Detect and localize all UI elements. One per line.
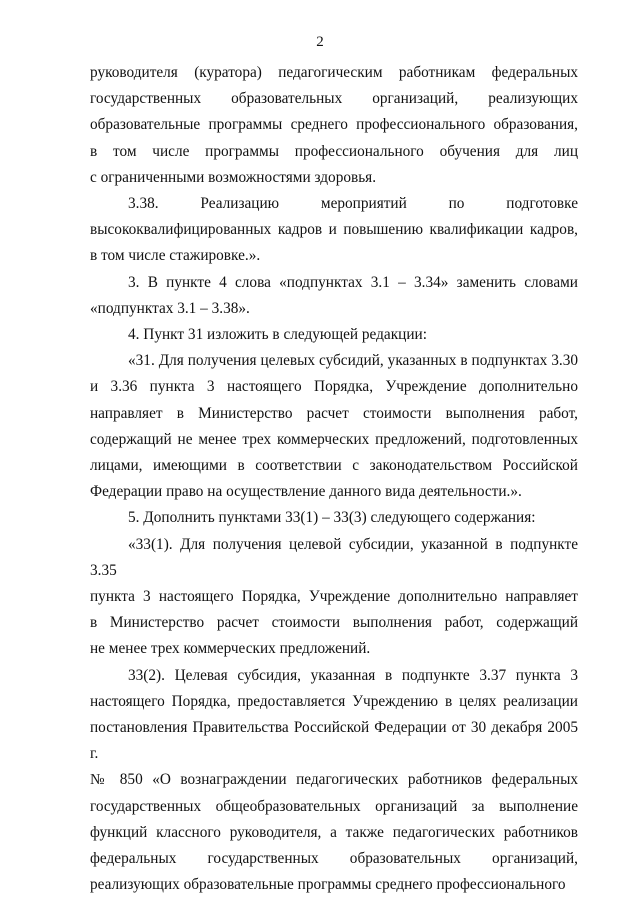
text-line: направляет в Министерство расчет стоимости выполнения работ, (90, 404, 578, 422)
paragraph (90, 532, 578, 663)
text-line: № 850 «О вознаграждении педагогических работников федеральных (90, 771, 578, 789)
text-line: в том числе программы профессионального обучения для лиц (90, 142, 578, 160)
text-line: с ограниченными возможностями здоровья. (90, 168, 377, 186)
text-line: государственных общеобразовательных организаций за выполнение (90, 797, 578, 815)
text-line: и 3.36 пункта 3 настоящего Порядка, Учреждение дополнительно (90, 378, 578, 396)
paragraph (90, 663, 578, 899)
text-line: не менее трех коммерческих предложений. (90, 640, 371, 658)
text-line: 33(2). Целевая субсидия, указанная в подпункте 3.37 пункта 3 (128, 666, 578, 684)
paragraph (90, 322, 578, 348)
text-line: в Министерство расчет стоимости выполнения работ, содержащий (90, 614, 578, 632)
text-line: образовательные программы среднего профессионального образования, (90, 116, 578, 134)
text-line: «33(1). Для получения целевой субсидии, указанной в подпункте 3.35 (90, 535, 578, 579)
text-line: 3. В пункте 4 слова «подпунктах 3.1 – 3.34» заменить словами (128, 273, 578, 291)
page-number: 2 (316, 34, 324, 50)
paragraph (90, 60, 578, 191)
text-line: постановления Правительства Российской Федерации от 30 декабря 2005 г. (90, 719, 578, 763)
paragraph (90, 505, 578, 531)
text-line: Федерации право на осуществление данного вида деятельности.». (90, 483, 522, 501)
text-line: «31. Для получения целевых субсидий, указанных в подпунктах 3.30 (128, 352, 578, 370)
paragraph (90, 348, 578, 505)
text-line: 5. Дополнить пунктами 33(1) – 33(3) следующего содержания: (128, 509, 536, 527)
text-line: 4. Пункт 31 изложить в следующей редакции: (128, 326, 427, 344)
text-line: функций классного руководителя, а также педагогических работников (90, 823, 578, 841)
text-line: руководителя (куратора) педагогическим работникам федеральных (90, 64, 578, 81)
paragraph (90, 191, 578, 270)
text-line: 3.38. Реализацию мероприятий по подготовке (128, 195, 578, 213)
document-body (90, 60, 578, 899)
text-line: государственных образовательных организаций, реализующих (90, 90, 578, 108)
text-line: федеральных государственных образовательных организаций, (90, 850, 578, 868)
text-line: настоящего Порядка, предоставляется Учреждению в целях реализации (90, 692, 578, 710)
text-line: содержащий не менее трех коммерческих предложений, подготовленных (90, 430, 578, 448)
text-line: в том числе стажировке.». (90, 247, 261, 265)
text-line: высококвалифицированных кадров и повышению квалификации кадров, (90, 221, 578, 239)
text-line: реализующих образовательные программы среднего профессионального (90, 876, 566, 894)
paragraph (90, 270, 578, 322)
text-line: «подпунктах 3.1 – 3.38». (90, 299, 250, 317)
text-line: лицами, имеющими в соответствии с законодательством Российской (90, 457, 578, 475)
text-line: пункта 3 настоящего Порядка, Учреждение дополнительно направляет (90, 588, 578, 606)
